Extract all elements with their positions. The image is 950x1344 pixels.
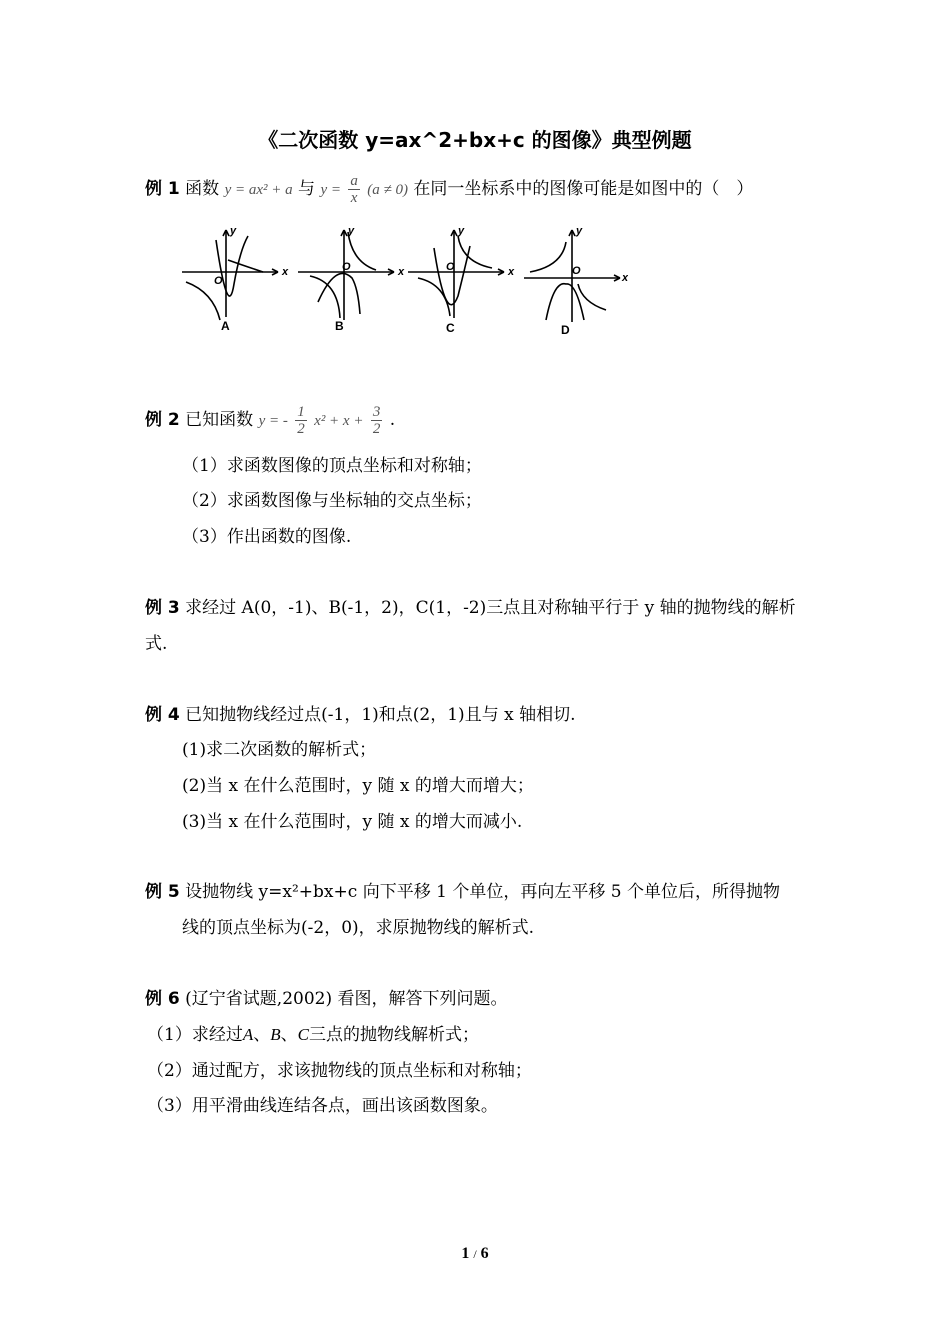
example-2-item-1: （1）求函数图像的顶点坐标和对称轴； [182, 456, 482, 476]
example-6-text: (辽宁省试题,2002) 看图，解答下列问题。 [185, 989, 508, 1009]
example-3 [145, 597, 796, 619]
example-1 [145, 173, 753, 206]
example-6-item-2: （2）通过配方，求该抛物线的顶点坐标和对称轴； [147, 1061, 532, 1081]
item-1-post: 三点的抛物线解析式； [308, 1025, 479, 1045]
example-2-item-2: （2）求函数图像与坐标轴的交点坐标； [182, 491, 482, 511]
page-footer [0, 1245, 950, 1263]
graph-c-y-label: y [458, 225, 465, 237]
graph-b-y-label: y [348, 225, 355, 237]
example-4-text: 已知抛物线经过点(-1，1)和点(2，1)且与 x 轴相切. [185, 705, 576, 725]
graph-d-label: D [561, 323, 570, 337]
graph-c-label: C [446, 321, 455, 335]
example-5-line-2: 线的顶点坐标为(-2，0)，求原抛物线的解析式. [182, 918, 535, 938]
example-5-label: 例 5 [145, 882, 180, 902]
fraction-denominator: 2 [372, 421, 381, 437]
graph-d-y-label: y [576, 225, 583, 237]
graph-c [408, 230, 504, 318]
graph-a [182, 230, 278, 320]
example-6-item-3: （3）用平滑曲线连结各点，画出该函数图象。 [147, 1096, 498, 1116]
example-1-label: 例 1 [145, 179, 180, 199]
fraction-numerator: a [350, 173, 358, 189]
example-5-text: 设抛物线 y=x²+bx+c 向下平移 1 个单位，再向左平移 5 个单位后，所得抛物 [185, 882, 780, 902]
example-6-label: 例 6 [145, 989, 180, 1009]
formula-3-fraction-2 [371, 404, 383, 437]
fraction-denominator: 2 [297, 421, 305, 437]
example-2-label: 例 2 [145, 410, 180, 430]
graph-b [298, 230, 394, 320]
example-4-label: 例 4 [145, 705, 180, 725]
example-6-item-1 [147, 1024, 479, 1046]
example-2-item-3: （3）作出函数的图像. [182, 527, 352, 547]
example-1-mid: 与 [298, 179, 316, 199]
example-2-pre: 已知函数 [185, 410, 254, 430]
graph-a-y-label: y [230, 225, 237, 237]
formula-2-fraction [348, 173, 360, 206]
formula-2-lhs: y = [320, 182, 341, 198]
sep-2: 、 [280, 1025, 298, 1045]
example-4 [145, 704, 576, 726]
example-4-item-1: (1)求二次函数的解析式； [182, 740, 377, 760]
example-3-line-2: 式. [145, 634, 168, 654]
option-graphs [178, 222, 628, 337]
page-total: 6 [480, 1245, 489, 1262]
fraction-numerator: 1 [297, 404, 305, 420]
formula-3-fraction-1 [295, 404, 307, 437]
graph-c-origin: O [446, 261, 455, 273]
formula-2-condition: (a ≠ 0) [367, 182, 409, 198]
formula-3-lhs: y = - [258, 413, 288, 429]
graph-d-origin: O [572, 265, 581, 277]
page-number: 1 [461, 1245, 470, 1262]
example-5 [145, 881, 780, 903]
fraction-numerator: 3 [372, 404, 381, 420]
item-1-pre: （1）求经过 [147, 1025, 243, 1045]
example-1-post: 在同一坐标系中的图像可能是如图中的（ ） [413, 179, 754, 199]
graph-b-label: B [335, 319, 344, 333]
point-c: C [297, 1025, 309, 1044]
page-title: 《二次函数 y=ax^2+bx+c 的图像》典型例题 [258, 128, 692, 152]
formula-1: y = ax² + a [224, 182, 293, 198]
page-separator: / [473, 1247, 477, 1261]
example-4-item-3: (3)当 x 在什么范围时，y 随 x 的增大而减小. [182, 812, 523, 832]
point-b: B [270, 1025, 281, 1044]
example-4-item-2: (2)当 x 在什么范围时，y 随 x 的增大而增大； [182, 776, 534, 796]
example-1-pre: 函数 [185, 179, 220, 199]
point-a: A [242, 1025, 254, 1044]
graph-a-label: A [221, 319, 230, 333]
graph-b-x-label: x [398, 266, 405, 278]
graph-a-x-label: x [282, 266, 289, 278]
graph-d-x-label: x [622, 272, 628, 284]
graph-b-origin: O [342, 261, 351, 273]
formula-3-end: . [389, 410, 396, 430]
graph-c-x-label: x [508, 266, 515, 278]
example-3-text: 求经过 A(0，-1)、B(-1，2)，C(1，-2)三点且对称轴平行于 y 轴的抛物线的解析 [185, 598, 796, 618]
example-3-label: 例 3 [145, 598, 180, 618]
fraction-denominator: x [350, 190, 358, 206]
example-6 [145, 988, 508, 1010]
sep-1: 、 [253, 1025, 271, 1045]
graph-a-origin: O [214, 275, 223, 287]
example-2 [145, 404, 395, 437]
formula-3-mid: x² + x + [314, 413, 364, 429]
